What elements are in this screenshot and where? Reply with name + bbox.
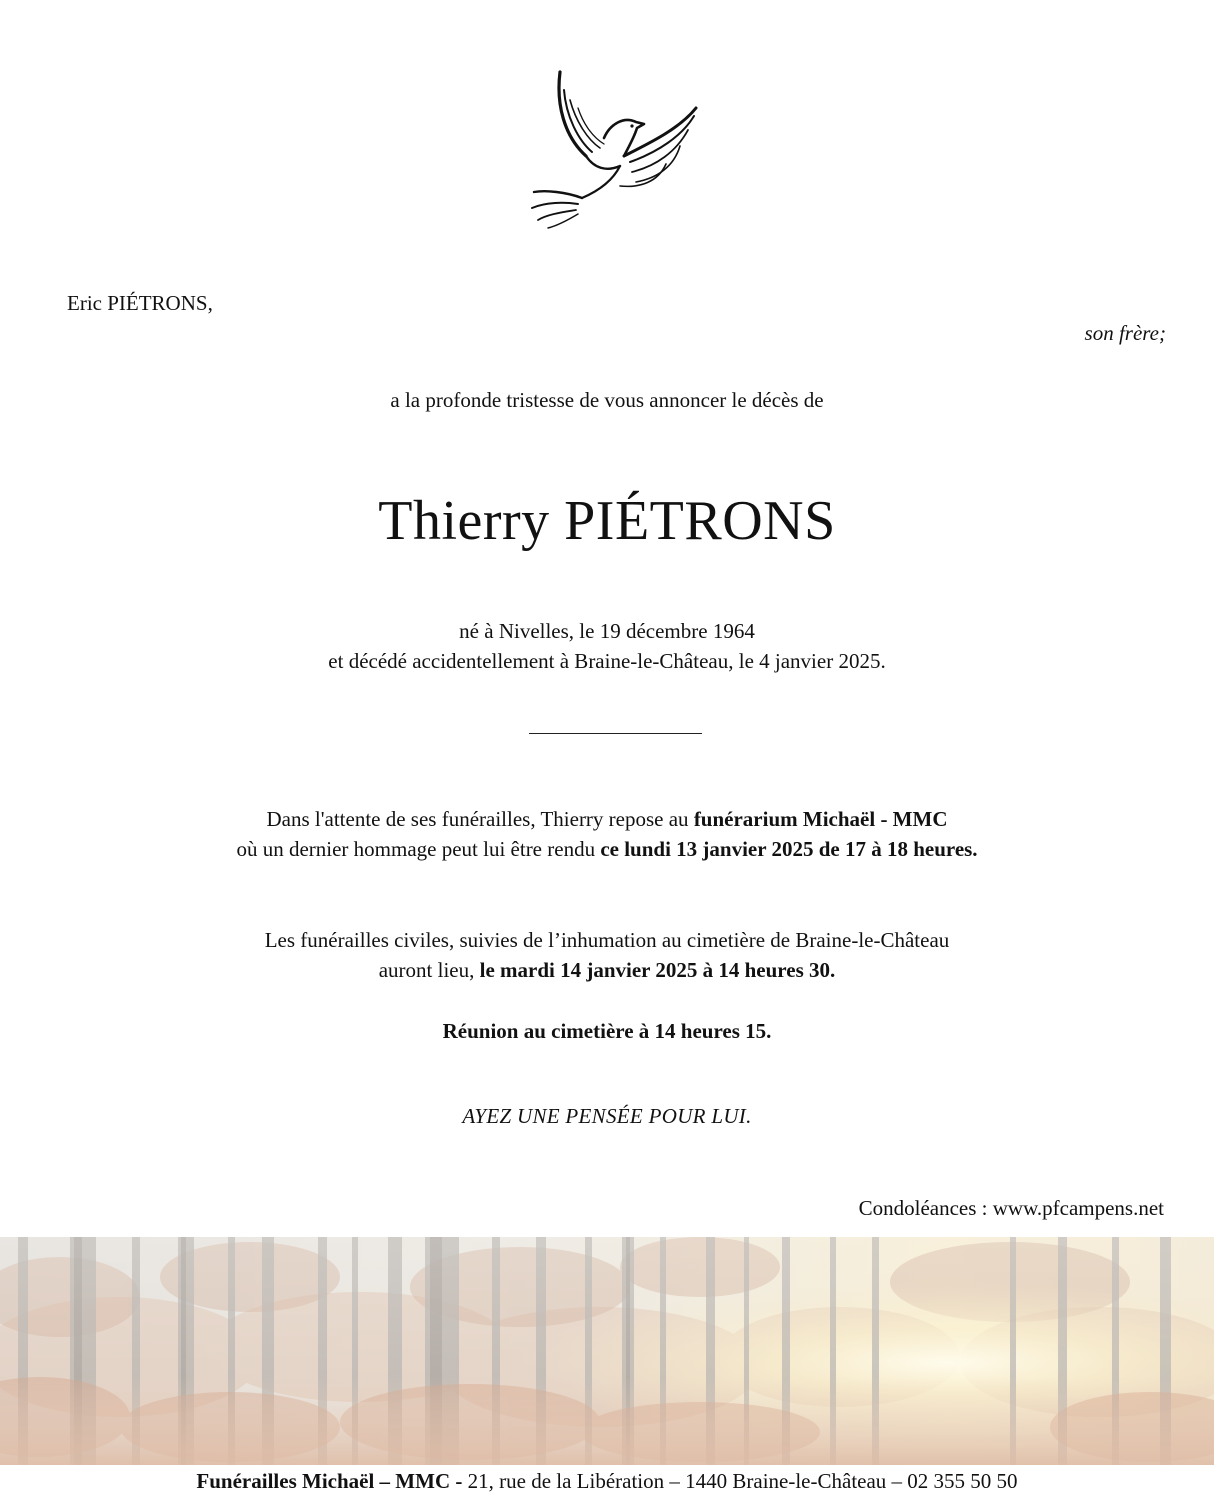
birth-info: né à Nivelles, le 19 décembre 1964 — [459, 619, 755, 643]
footer-separator: - — [450, 1469, 468, 1493]
funerarium-name: funérarium Michaël - MMC — [693, 807, 948, 831]
repose-info-line2 — [0, 834, 1214, 864]
dove-icon — [520, 64, 704, 234]
funeral-info-line2 — [0, 955, 1214, 985]
forest-banner-image — [0, 1237, 1214, 1465]
announcement-text: a la profonde tristesse de vous annoncer le décès de — [390, 388, 824, 412]
separator-line — [529, 733, 702, 734]
repose-text: Dans l'attente de ses funérailles, Thierry repose au — [266, 807, 694, 831]
reunion-info: Réunion au cimetière à 14 heures 15. — [442, 1019, 772, 1043]
condolences-link[interactable]: Condoléances : www.pfcampens.net — [858, 1196, 1164, 1220]
tribute-datetime: ce lundi 13 janvier 2025 de 17 à 18 heures. — [600, 837, 978, 861]
funeral-datetime: le mardi 14 janvier 2025 à 14 heures 30. — [479, 958, 836, 982]
deceased-name: Thierry PIÉTRONS — [378, 490, 836, 552]
funeral-text: auront lieu, — [378, 958, 480, 982]
funeral-home-footer — [0, 1466, 1214, 1496]
funeral-info-line1: Les funérailles civiles, suivies de l’inhumation au cimetière de Braine-le-Château — [264, 928, 950, 952]
family-member-name: Eric PIÉTRONS, — [67, 291, 213, 315]
tribute-text: où un dernier hommage peut lui être rendu — [236, 837, 601, 861]
family-relation: son frère; — [1084, 321, 1166, 345]
funeral-home-name: Funérailles Michaël – MMC — [196, 1469, 451, 1493]
funeral-home-address: 21, rue de la Libération – 1440 Braine-le-Château – 02 355 50 50 — [467, 1469, 1018, 1493]
death-info: et décédé accidentellement à Braine-le-Château, le 4 janvier 2025. — [328, 649, 886, 673]
closing-thought: AYEZ UNE PENSÉE POUR LUI. — [462, 1104, 752, 1128]
repose-info-line1 — [0, 804, 1214, 834]
